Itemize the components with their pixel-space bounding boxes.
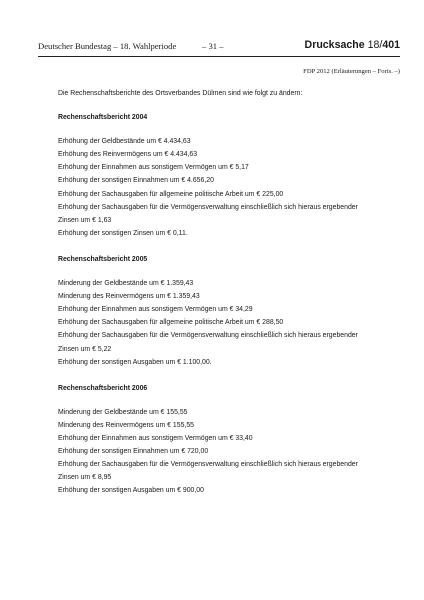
list-item: Erhöhung der Einnahmen aus sonstigem Vermögen um € 34,29 bbox=[58, 306, 253, 314]
report-section-2005 bbox=[58, 253, 380, 369]
document-number-prefix: 18/ bbox=[367, 39, 383, 51]
page-number: – 31 – bbox=[202, 41, 224, 51]
list-item: Erhöhung der sonstigen Einnahmen um € 720,00 bbox=[58, 448, 209, 456]
list-item: Minderung des Reinvermögens um € 1.359,43 bbox=[58, 293, 200, 301]
list-item: Erhöhung der sonstigen Zinsen um € 0,11. bbox=[58, 229, 188, 237]
list-item: Erhöhung der Einnahmen aus sonstigem Vermögen um € 33,40 bbox=[58, 434, 253, 442]
section-heading: Rechenschaftsbericht 2005 bbox=[58, 255, 148, 263]
list-item: Erhöhung der Einnahmen aus sonstigem Vermögen um € 5,17 bbox=[58, 164, 249, 172]
list-item: Erhöhung der Sachausgaben für die Vermögensverwaltung einschließlich sich hieraus ergebender Zinsen um € 5,22 bbox=[58, 332, 358, 353]
list-item: Minderung der Geldbestände um € 155,55 bbox=[58, 408, 188, 416]
document-number bbox=[305, 39, 400, 51]
list-item: Erhöhung der sonstigen Ausgaben um € 1.100,00. bbox=[58, 358, 212, 366]
intro-paragraph: Die Rechenschaftsberichte des Ortsverbandes Dülmen sind wie folgt zu ändern: bbox=[58, 90, 303, 97]
list-item: Erhöhung der Sachausgaben für die Vermögensverwaltung einschließlich sich hieraus ergebender Zinsen um € 8,95 bbox=[58, 461, 358, 482]
list-item: Erhöhung des Reinvermögens um € 4.434,63 bbox=[58, 151, 198, 159]
list-item: Erhöhung der Geldbestände um € 4.434,63 bbox=[58, 138, 191, 146]
running-subheader: FDP 2012 (Erläuterungen – Forts. –) bbox=[303, 68, 400, 75]
list-item: Erhöhung der Sachausgaben für allgemeine politische Arbeit um € 288,50 bbox=[58, 319, 284, 327]
document-number-value: 401 bbox=[382, 39, 400, 51]
list-item: Erhöhung der Sachausgaben für allgemeine politische Arbeit um € 225,00 bbox=[58, 190, 284, 198]
list-item: Erhöhung der sonstigen Ausgaben um € 900,00 bbox=[58, 487, 204, 495]
page-header bbox=[38, 41, 400, 55]
report-section-2004 bbox=[58, 111, 380, 240]
publication-title: Deutscher Bundestag – 18. Wahlperiode bbox=[38, 41, 177, 51]
list-item: Minderung des Reinvermögens um € 155,55 bbox=[58, 421, 194, 429]
document-number-label: Drucksache bbox=[304, 39, 365, 51]
header-rule bbox=[38, 56, 400, 57]
list-item: Minderung der Geldbestände um € 1.359,43 bbox=[58, 280, 194, 288]
list-item: Erhöhung der Sachausgaben für die Vermögensverwaltung einschließlich sich hieraus ergebender Zinsen um € 1,63 bbox=[58, 203, 358, 224]
section-heading: Rechenschaftsbericht 2006 bbox=[58, 384, 148, 392]
section-heading: Rechenschaftsbericht 2004 bbox=[58, 114, 148, 122]
document-body bbox=[58, 87, 380, 510]
report-section-2006 bbox=[58, 382, 380, 498]
list-item: Erhöhung der sonstigen Einnahmen um € 4.656,20 bbox=[58, 177, 214, 185]
